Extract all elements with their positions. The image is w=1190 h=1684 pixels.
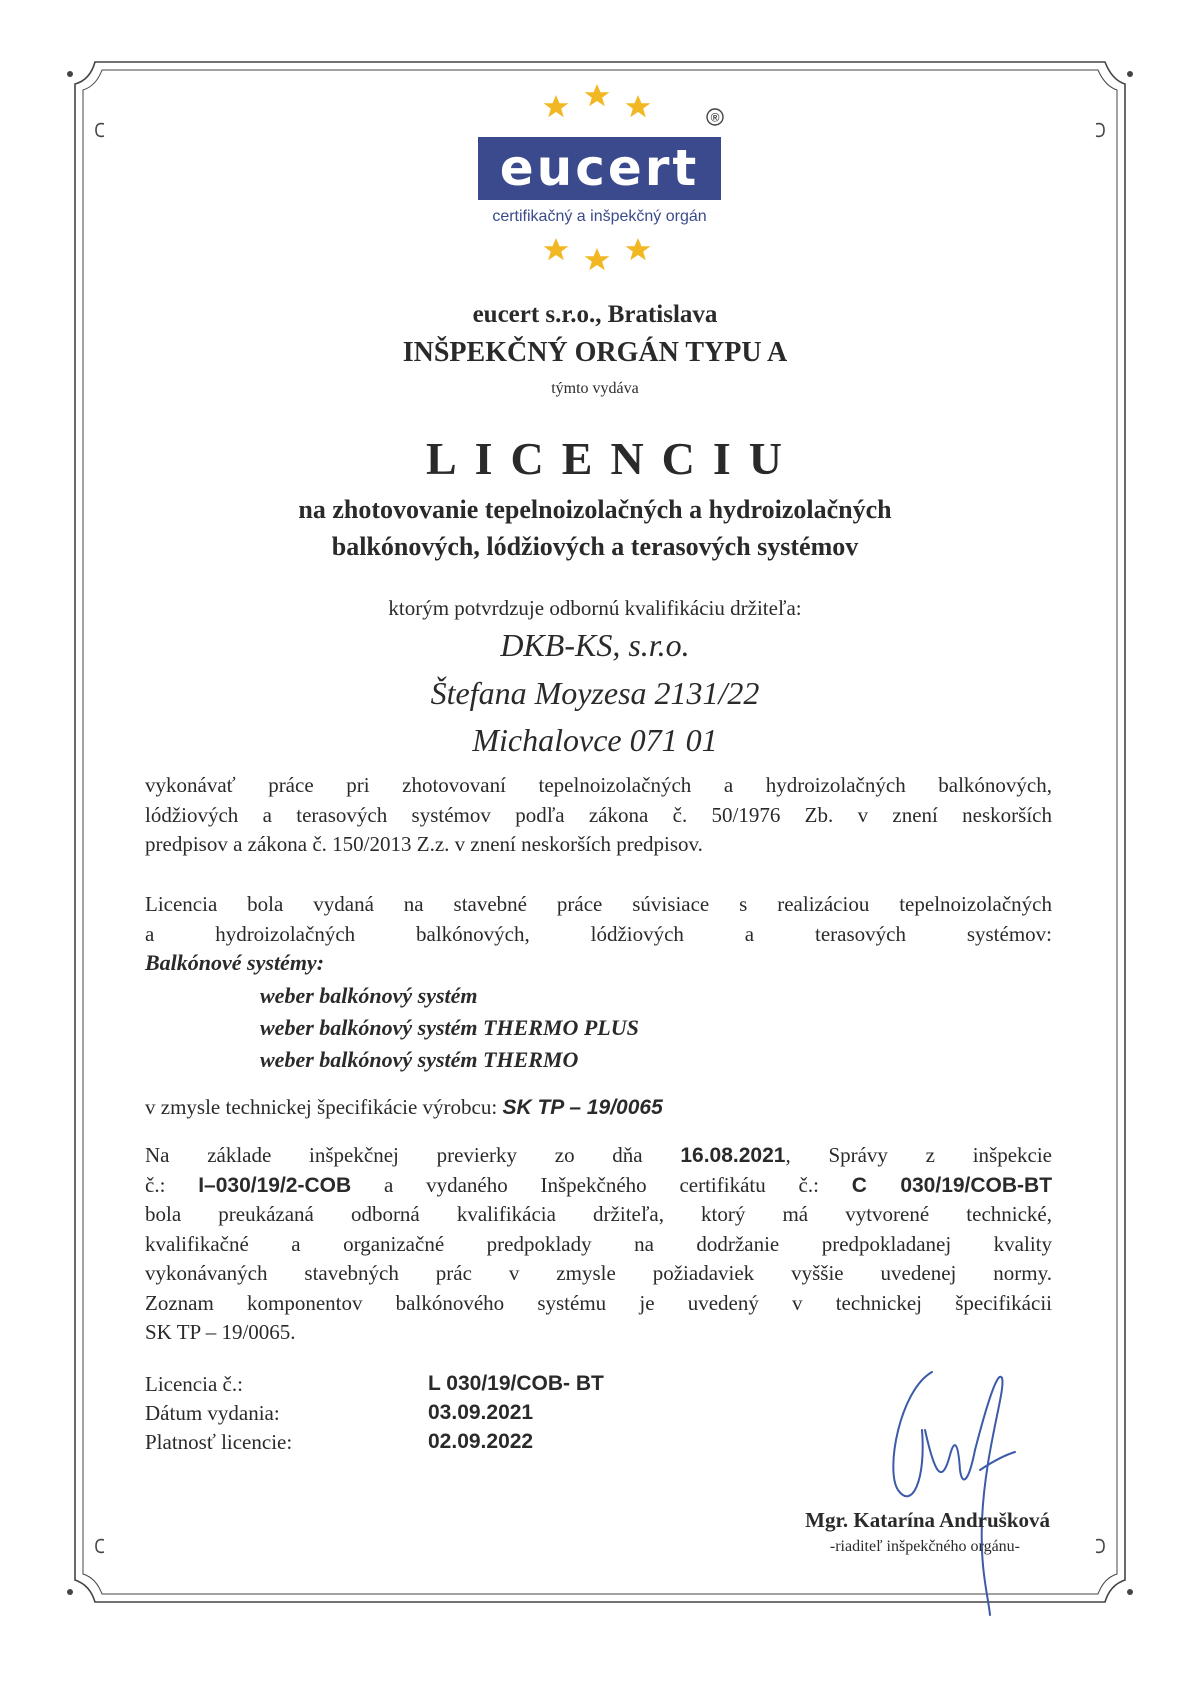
inspection-prefix: Na základe inšpekčnej previerky zo dňa — [145, 1143, 643, 1167]
inspection-date: 16.08.2021 — [680, 1144, 786, 1167]
paragraph-line — [145, 1171, 1052, 1201]
confirms-text: ktorým potvrdzuje odbornú kvalifikáciu držiteľa: — [388, 596, 802, 620]
certificate-number: C 030/19/COB-BT — [851, 1173, 1053, 1197]
inspection-mid2: a vydaného Inšpekčného certifikátu č.: — [383, 1172, 819, 1197]
spec-text: v zmysle technickej špecifikácie výrobcu: — [145, 1095, 498, 1119]
inspection-paragraph — [145, 1141, 1052, 1348]
paragraph-line: lódžiových a terasových systémov podľa zákona č. 50/1976 Zb. v znení neskorších — [145, 802, 1052, 827]
holder-street: Štefana Moyzesa 2131/22 — [430, 675, 760, 711]
validity-label: Platnosť licencie: — [145, 1430, 293, 1454]
paragraph-line: a hydroizolačných balkónových, lódžiových a terasových systémov: — [145, 921, 1052, 946]
paragraph-2 — [145, 890, 1052, 949]
inspection-mid1: , Správy z inšpekcie — [785, 1143, 1053, 1167]
paragraph-line — [145, 1141, 1052, 1171]
signatory-name: Mgr. Katarína Andrušková — [805, 1508, 1050, 1532]
system-item: weber balkónový systém THERMO — [260, 1047, 579, 1072]
signature — [880, 1360, 1050, 1620]
svg-text:®: ® — [710, 110, 720, 125]
paragraph-1 — [145, 771, 1052, 860]
paragraph-line: kvalifikačné a organizačné predpoklady na dodržanie predpokladanej kvality — [145, 1231, 1052, 1256]
issue-date-value: 03.09.2021 — [428, 1401, 534, 1424]
paragraph-line: vykonávať práce pri zhotovovaní tepelnoizolačných a hydroizolačných balkónových, — [145, 773, 1052, 797]
body-type: INŠPEKČNÝ ORGÁN TYPU A — [402, 337, 788, 368]
spec-code: SK TP – 19/0065 — [502, 1096, 663, 1119]
subject-line-1: na zhotovovanie tepelnoizolačných a hydroizolačných — [298, 495, 892, 524]
system-item: weber balkónový systém THERMO PLUS — [260, 1015, 639, 1040]
spec-line — [145, 1095, 663, 1120]
validity-value: 02.09.2022 — [428, 1430, 534, 1453]
signatory-title: -riaditeľ inšpekčného orgánu- — [829, 1538, 1020, 1555]
subject-line-2: balkónových, lódžiových a terasových systémov — [331, 532, 859, 561]
systems-heading: Balkónové systémy: — [145, 950, 325, 975]
logo-brand: eucert — [499, 139, 700, 197]
issues-text: týmto vydáva — [551, 380, 639, 397]
license-number-value: L 030/19/COB- BT — [428, 1372, 604, 1395]
document-title: LICENCIU — [425, 433, 801, 484]
paragraph-line: vykonávaných stavebných prác v zmysle požiadaviek vyššie uvedenej normy. — [145, 1261, 1052, 1285]
logo-subtitle: certifikačný a inšpekčný orgán — [492, 208, 707, 225]
paragraph-line: predpisov a zákona č. 150/2013 Z.z. v znení neskorších predpisov. — [145, 832, 703, 856]
system-item: weber balkónový systém — [260, 983, 478, 1008]
paragraph-line: Licencia bola vydaná na stavebné práce súvisiace s realizáciou tepelnoizolačných — [145, 892, 1052, 916]
paragraph-line: bola preukázaná odborná kvalifikácia držiteľa, ktorý má vytvorené technické, — [145, 1202, 1052, 1226]
holder-city: Michalovce 071 01 — [472, 722, 718, 758]
paragraph-line: SK TP – 19/0065. — [145, 1320, 296, 1344]
organization: eucert s.r.o., Bratislava — [472, 301, 718, 328]
registered-icon — [705, 107, 725, 127]
license-number-label: Licencia č.: — [145, 1372, 243, 1396]
paragraph-line: Zoznam komponentov balkónového systému je uvedený v technickej špecifikácii — [145, 1290, 1052, 1315]
holder-name: DKB-KS, s.r.o. — [500, 627, 690, 663]
logo — [478, 137, 721, 200]
issue-date-label: Dátum vydania: — [145, 1401, 280, 1425]
report-prefix: č.: — [145, 1172, 166, 1197]
report-number: I–030/19/2-COB — [198, 1173, 352, 1197]
